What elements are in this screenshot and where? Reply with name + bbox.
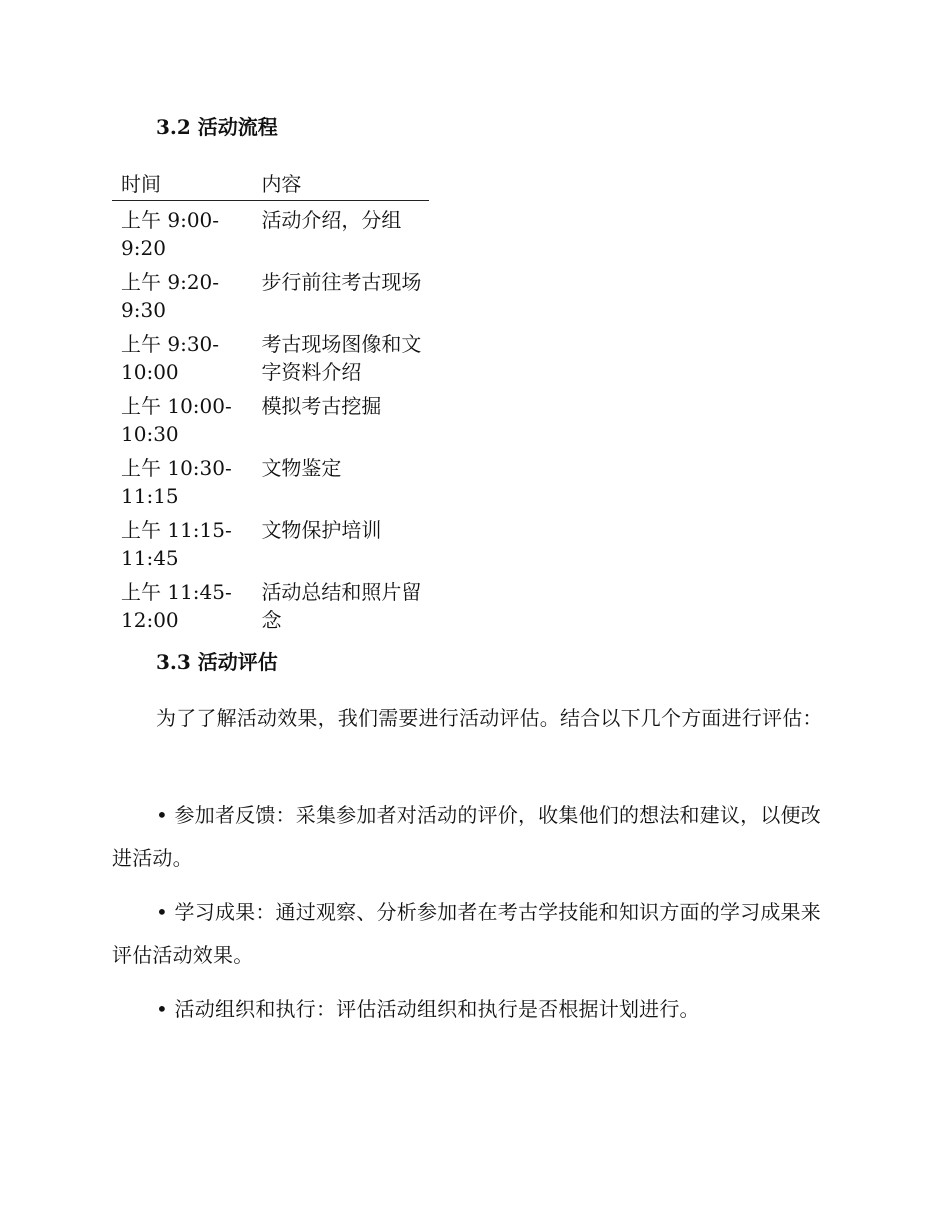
time-cell <box>112 325 252 387</box>
schedule-table <box>112 166 429 635</box>
time-end: 10:30 <box>121 422 179 446</box>
table-header-row <box>112 166 429 201</box>
column-header-content: 内容 <box>252 166 429 201</box>
bullet-learning-outcomes: • 学习成果：通过观察、分析参加者在考古学技能和知识方面的学习成果来评估活动效果。 <box>112 900 821 967</box>
content-cell: 步行前往考古现场 <box>261 270 422 294</box>
time-end: 11:45 <box>121 546 179 570</box>
table-row <box>112 573 429 635</box>
time-cell <box>112 573 252 635</box>
table-row <box>112 387 429 449</box>
section-heading-activity-process: 3.2 活动流程 <box>156 115 278 139</box>
time-start: 上午 11:45- <box>121 580 232 604</box>
time-start: 上午 10:00- <box>121 394 232 418</box>
time-end: 11:15 <box>121 484 179 508</box>
bullet-organization-execution: • 活动组织和执行：评估活动组织和执行是否根据计划进行。 <box>156 997 700 1021</box>
time-cell <box>112 263 252 325</box>
time-start: 上午 9:30- <box>121 332 220 356</box>
content-cell: 模拟考古挖掘 <box>261 394 382 418</box>
content-cell: 文物保护培训 <box>261 518 382 542</box>
table-row <box>112 263 429 325</box>
time-end: 10:00 <box>121 360 179 384</box>
table-row <box>112 325 429 387</box>
table-row <box>112 449 429 511</box>
time-cell <box>112 449 252 511</box>
content-cell: 活动总结和照片留念 <box>261 580 422 632</box>
time-end: 12:00 <box>121 608 179 632</box>
time-end: 9:20 <box>121 236 166 260</box>
time-start: 上午 9:20- <box>121 270 220 294</box>
column-header-time: 时间 <box>112 166 252 201</box>
time-cell <box>112 387 252 449</box>
table-row <box>112 201 429 264</box>
time-start: 上午 10:30- <box>121 456 232 480</box>
bullet-participant-feedback: • 参加者反馈：采集参加者对活动的评价，收集他们的想法和建议，以便改进活动。 <box>112 803 821 870</box>
time-cell <box>112 201 252 264</box>
table-row <box>112 511 429 573</box>
content-cell: 文物鉴定 <box>261 456 342 480</box>
time-start: 上午 11:15- <box>121 518 232 542</box>
section-heading-activity-evaluation: 3.3 活动评估 <box>156 650 278 674</box>
time-cell <box>112 511 252 573</box>
time-end: 9:30 <box>121 298 166 322</box>
content-cell: 考古现场图像和文字资料介绍 <box>261 332 422 384</box>
time-start: 上午 9:00- <box>121 208 220 232</box>
evaluation-intro-paragraph: 为了了解活动效果，我们需要进行活动评估。结合以下几个方面进行评估： <box>156 706 823 730</box>
content-cell: 活动介绍，分组 <box>261 208 402 232</box>
